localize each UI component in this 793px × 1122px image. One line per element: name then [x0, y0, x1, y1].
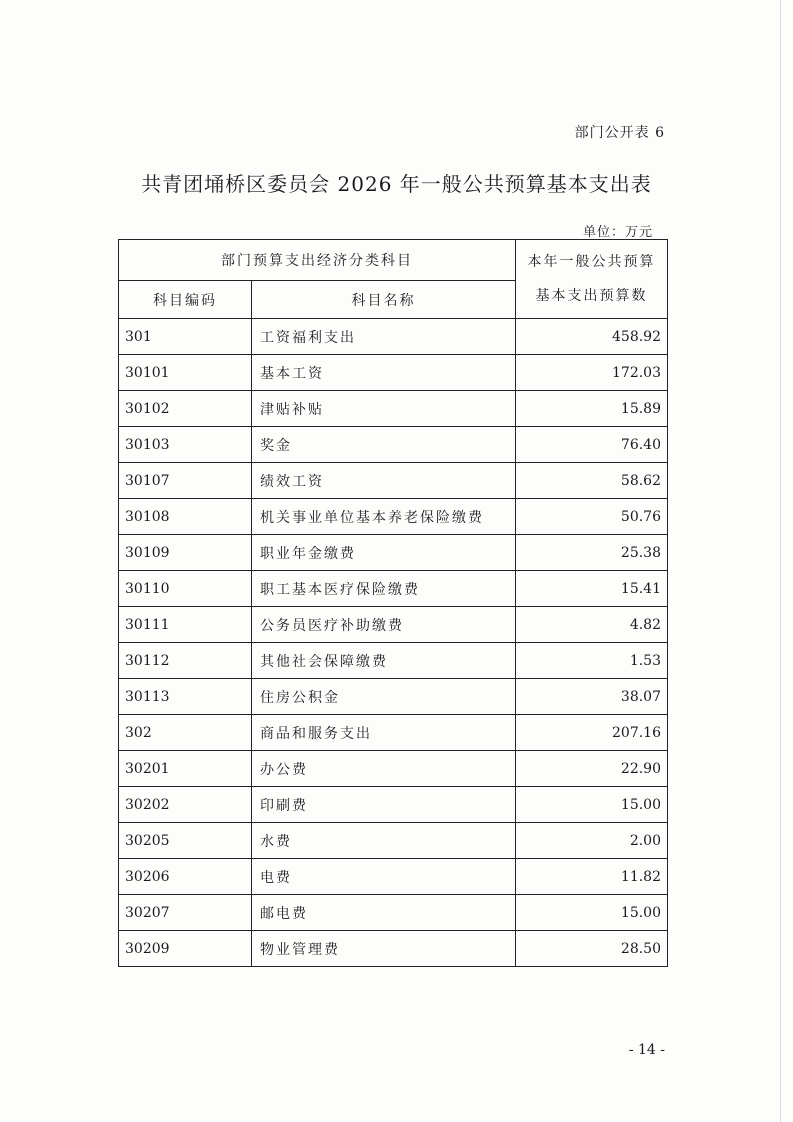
row-name-cell: 机关事业单位基本养老保险缴费 — [252, 499, 516, 535]
page-title: 共青团埇桥区委员会 2026 年一般公共预算基本支出表 — [141, 172, 652, 196]
row-name-cell: 商品和服务支出 — [252, 715, 516, 751]
page-number: - 14 - — [628, 1042, 665, 1058]
row-code-cell: 30111 — [119, 607, 252, 643]
row-amount-cell: 28.50 — [516, 931, 668, 967]
table-body — [119, 319, 668, 967]
table-row — [119, 751, 668, 787]
row-amount-cell: 22.90 — [516, 751, 668, 787]
row-code-cell: 30110 — [119, 571, 252, 607]
row-amount-cell: 15.89 — [516, 391, 668, 427]
row-amount-cell: 50.76 — [516, 499, 668, 535]
row-name-cell: 职工基本医疗保险缴费 — [252, 571, 516, 607]
row-amount-cell: 58.62 — [516, 463, 668, 499]
row-code-cell: 302 — [119, 715, 252, 751]
table-row — [119, 355, 668, 391]
row-name-cell: 工资福利支出 — [252, 319, 516, 355]
row-amount-cell: 207.16 — [516, 715, 668, 751]
table-row — [119, 319, 668, 355]
table-row — [119, 787, 668, 823]
table-row — [119, 463, 668, 499]
row-amount-cell: 15.00 — [516, 787, 668, 823]
table-row — [119, 895, 668, 931]
row-name-cell: 印刷费 — [252, 787, 516, 823]
row-amount-cell: 15.41 — [516, 571, 668, 607]
table-row — [119, 499, 668, 535]
table-header — [119, 240, 668, 319]
table-row — [119, 391, 668, 427]
row-amount-cell: 76.40 — [516, 427, 668, 463]
row-code-cell: 30202 — [119, 787, 252, 823]
row-code-cell: 30113 — [119, 679, 252, 715]
unit-label: 单位：万元 — [582, 225, 653, 240]
row-name-cell: 公务员医疗补助缴费 — [252, 607, 516, 643]
table-row — [119, 931, 668, 967]
row-code-cell: 30103 — [119, 427, 252, 463]
table-row — [119, 571, 668, 607]
name-column-header: 科目名称 — [252, 281, 516, 319]
row-code-cell: 30107 — [119, 463, 252, 499]
row-name-cell: 电费 — [252, 859, 516, 895]
row-name-cell: 津贴补贴 — [252, 391, 516, 427]
row-name-cell: 基本工资 — [252, 355, 516, 391]
amount-header: 本年一般公共预算基本支出预算数 — [516, 240, 668, 319]
row-amount-cell: 11.82 — [516, 859, 668, 895]
group-header: 部门预算支出经济分类科目 — [119, 240, 516, 281]
table-row — [119, 643, 668, 679]
row-name-cell: 办公费 — [252, 751, 516, 787]
table-row — [119, 607, 668, 643]
row-code-cell: 30108 — [119, 499, 252, 535]
row-name-cell: 奖金 — [252, 427, 516, 463]
row-amount-cell: 25.38 — [516, 535, 668, 571]
row-amount-cell: 1.53 — [516, 643, 668, 679]
row-amount-cell: 458.92 — [516, 319, 668, 355]
row-amount-cell: 2.00 — [516, 823, 668, 859]
table-row — [119, 679, 668, 715]
table-row — [119, 823, 668, 859]
row-name-cell: 其他社会保障缴费 — [252, 643, 516, 679]
row-name-cell: 职业年金缴费 — [252, 535, 516, 571]
row-name-cell: 水费 — [252, 823, 516, 859]
table-row — [119, 715, 668, 751]
row-code-cell: 301 — [119, 319, 252, 355]
row-code-cell: 30201 — [119, 751, 252, 787]
row-name-cell: 绩效工资 — [252, 463, 516, 499]
row-amount-cell: 4.82 — [516, 607, 668, 643]
row-amount-cell: 15.00 — [516, 895, 668, 931]
row-code-cell: 30206 — [119, 859, 252, 895]
table-row — [119, 859, 668, 895]
row-amount-cell: 172.03 — [516, 355, 668, 391]
table-row — [119, 535, 668, 571]
row-code-cell: 30112 — [119, 643, 252, 679]
row-amount-cell: 38.07 — [516, 679, 668, 715]
row-code-cell: 30102 — [119, 391, 252, 427]
row-code-cell: 30209 — [119, 931, 252, 967]
row-code-cell: 30207 — [119, 895, 252, 931]
row-code-cell: 30101 — [119, 355, 252, 391]
table-row — [119, 427, 668, 463]
form-number: 部门公开表 6 — [574, 125, 665, 141]
row-code-cell: 30109 — [119, 535, 252, 571]
row-code-cell: 30205 — [119, 823, 252, 859]
budget-table — [118, 239, 668, 967]
row-name-cell: 物业管理费 — [252, 931, 516, 967]
row-name-cell: 邮电费 — [252, 895, 516, 931]
row-name-cell: 住房公积金 — [252, 679, 516, 715]
code-column-header: 科目编码 — [119, 281, 252, 319]
